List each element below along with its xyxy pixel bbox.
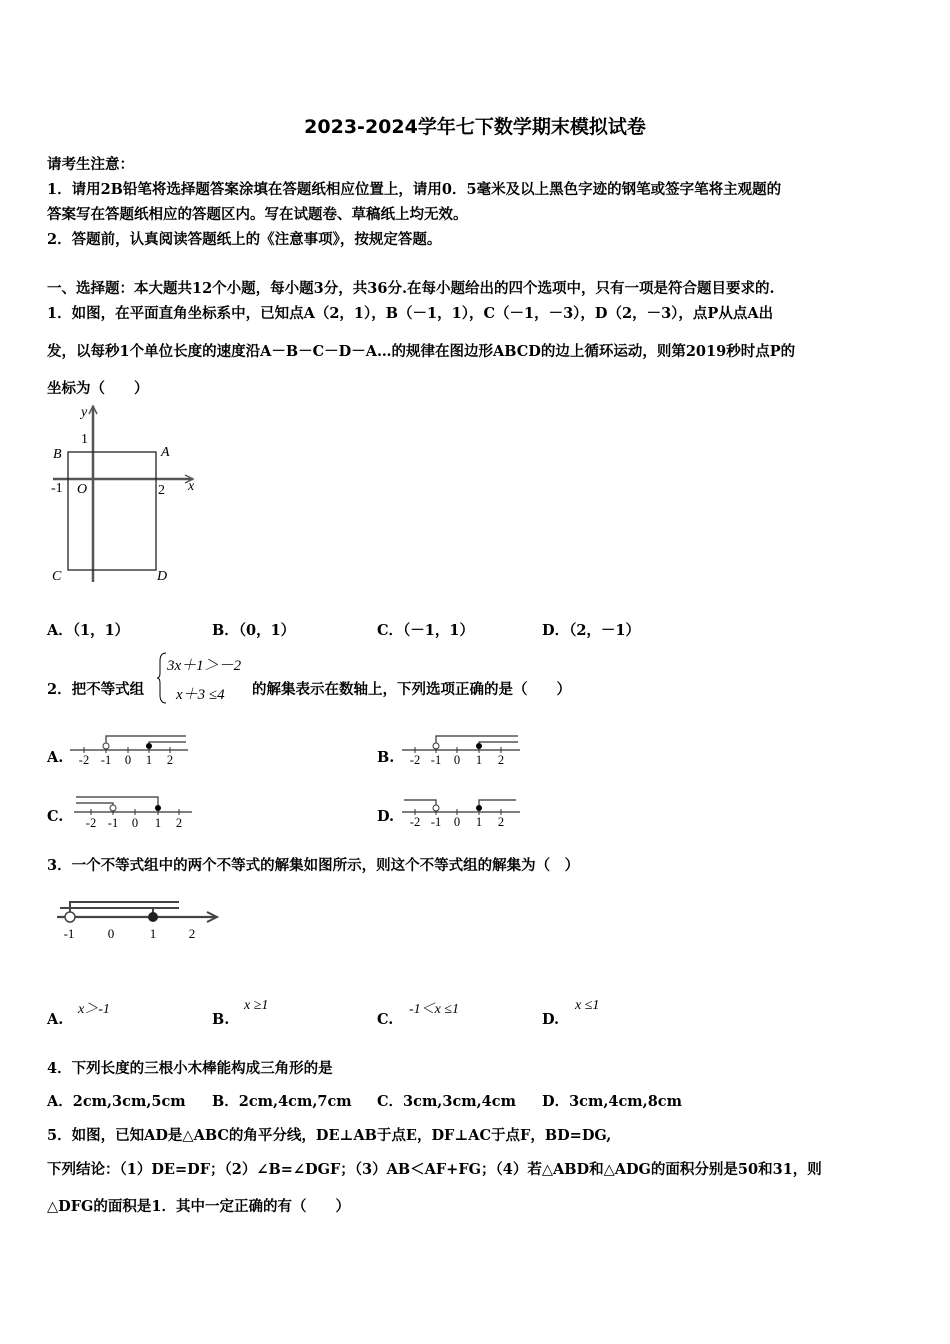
q1-option-d[interactable]: D．（2，－1） <box>542 622 641 639</box>
q2-label-a[interactable]: A. <box>47 749 64 766</box>
tick: 1 <box>154 816 162 830</box>
q3-answer-d: x ≤1 <box>575 998 600 1013</box>
q2-inequality-2: x＋3 ≤4 <box>176 687 225 703</box>
q4-stem: 4．下列长度的三根小木棒能构成三角形的是 <box>47 1060 333 1077</box>
tick: -2 <box>78 753 90 767</box>
q2-inequality-1: 3x＋1＞－2 <box>167 658 242 674</box>
q2-label-b[interactable]: B. <box>377 749 395 766</box>
tick-2: 2 <box>158 483 165 498</box>
q3-label-a[interactable]: A. <box>47 1011 64 1028</box>
tick: 2 <box>497 815 505 829</box>
point-c: C <box>52 569 62 584</box>
rectangle-abcd <box>68 452 156 570</box>
q2-numberline-b <box>400 730 525 768</box>
tick: 1 <box>475 753 483 767</box>
q3-label-b[interactable]: B. <box>212 1011 230 1028</box>
notice-line-1b: 答案写在答题纸相应的答题区内。写在试题卷、草稿纸上均无效。 <box>47 206 468 223</box>
notice-line-1a: 1．请用2B铅笔将选择题答案涂填在答题纸相应位置上，请用0．5毫米及以上黑色字迹的钢笔或签字笔将主观题的 <box>47 181 782 198</box>
q2-numberline-d <box>400 792 525 830</box>
q4-option-d[interactable]: D．3cm,4cm,8cm <box>542 1093 682 1110</box>
q1-coordinate-figure <box>45 402 210 587</box>
q4-option-a[interactable]: A．2cm,3cm,5cm <box>47 1093 186 1110</box>
q4-option-b[interactable]: B．2cm,4cm,7cm <box>212 1093 352 1110</box>
notice-line-2: 2．答题前，认真阅读答题纸上的《注意事项》，按规定答题。 <box>47 231 442 248</box>
q1-line-3: 坐标为（ ） <box>47 380 149 397</box>
q2-suffix: 的解集表示在数轴上，下列选项正确的是（ ） <box>252 681 571 698</box>
point-a: A <box>161 445 170 460</box>
tick: 2 <box>497 753 505 767</box>
q5-line-1: 5．如图，已知AD是△ABC的角平分线，DE⊥AB于点E，DF⊥AC于点F，BD=DG, <box>47 1127 612 1144</box>
q2-prefix: 2．把不等式组 <box>47 681 145 698</box>
section-heading: 一、选择题：本大题共12个小题，每小题3分，共36分.在每小题给出的四个选项中，只有一项是符合题目要求的. <box>47 280 775 297</box>
page-title: 2023-2024学年七下数学期末模拟试卷 <box>304 116 646 138</box>
q3-label-d[interactable]: D. <box>542 1011 560 1028</box>
tick-neg-1: -1 <box>51 481 63 496</box>
tick: 0 <box>124 753 132 767</box>
q1-option-a[interactable]: A．（1，1） <box>47 622 130 639</box>
point-d: D <box>157 569 168 584</box>
tick: 1 <box>149 926 157 941</box>
q5-line-3: △DFG的面积是1．其中一定正确的有（ ） <box>47 1198 350 1215</box>
tick: 0 <box>453 815 461 829</box>
y-label: y <box>81 405 88 420</box>
q2-label-d[interactable]: D. <box>377 808 395 825</box>
q1-line-1: 1．如图，在平面直角坐标系中，已知点A（2，1），B（－1，1），C（－1，－3），D（2，－3），点P从点A出 <box>47 305 774 322</box>
q3-answer-b: x ≥1 <box>244 998 269 1013</box>
q3-answer-a: x＞-1 <box>78 1002 110 1017</box>
q1-line-2: 发，以每秒1个单位长度的速度沿A－B－C－D－A…的规律在图边形ABCD的边上循环运动，则第2019秒时点P的 <box>47 343 796 360</box>
origin-label: O <box>77 482 88 497</box>
q2-numberline-a <box>68 730 193 768</box>
q3-label-c[interactable]: C. <box>377 1011 394 1028</box>
q5-line-2: 下列结论：（1）DE=DF；（2）∠B=∠DGF；（3）AB＜AF+FG；（4）若△ABD和△ADG的面积分别是50和31，则 <box>47 1161 822 1178</box>
tick: -1 <box>430 753 442 767</box>
tick: -1 <box>100 753 112 767</box>
tick: 0 <box>453 753 461 767</box>
tick-1: 1 <box>81 432 88 447</box>
tick: -1 <box>430 815 442 829</box>
tick: 0 <box>131 816 139 830</box>
point-b: B <box>53 447 62 462</box>
q2-numberline-c <box>72 790 197 830</box>
q1-option-c[interactable]: C．（－1，1） <box>377 622 474 639</box>
q3-numberline <box>55 892 225 944</box>
tick: 2 <box>188 926 196 941</box>
q1-option-b[interactable]: B．（0，1） <box>212 622 296 639</box>
x-label: x <box>188 479 195 494</box>
tick: 0 <box>107 926 115 941</box>
tick: -1 <box>63 926 75 941</box>
tick: 1 <box>145 753 153 767</box>
tick: -1 <box>107 816 119 830</box>
q2-label-c[interactable]: C. <box>47 808 64 825</box>
tick: -2 <box>409 815 421 829</box>
tick: 2 <box>166 753 174 767</box>
tick: 2 <box>175 816 183 830</box>
q4-option-c[interactable]: C．3cm,3cm,4cm <box>377 1093 516 1110</box>
notice-heading: 请考生注意： <box>47 156 134 173</box>
tick: 1 <box>475 815 483 829</box>
q3-stem: 3．一个不等式组中的两个不等式的解集如图所示，则这个不等式组的解集为（ ） <box>47 857 580 874</box>
q3-answer-c: -1＜x ≤1 <box>409 1002 460 1017</box>
tick: -2 <box>85 816 97 830</box>
tick: -2 <box>409 753 421 767</box>
